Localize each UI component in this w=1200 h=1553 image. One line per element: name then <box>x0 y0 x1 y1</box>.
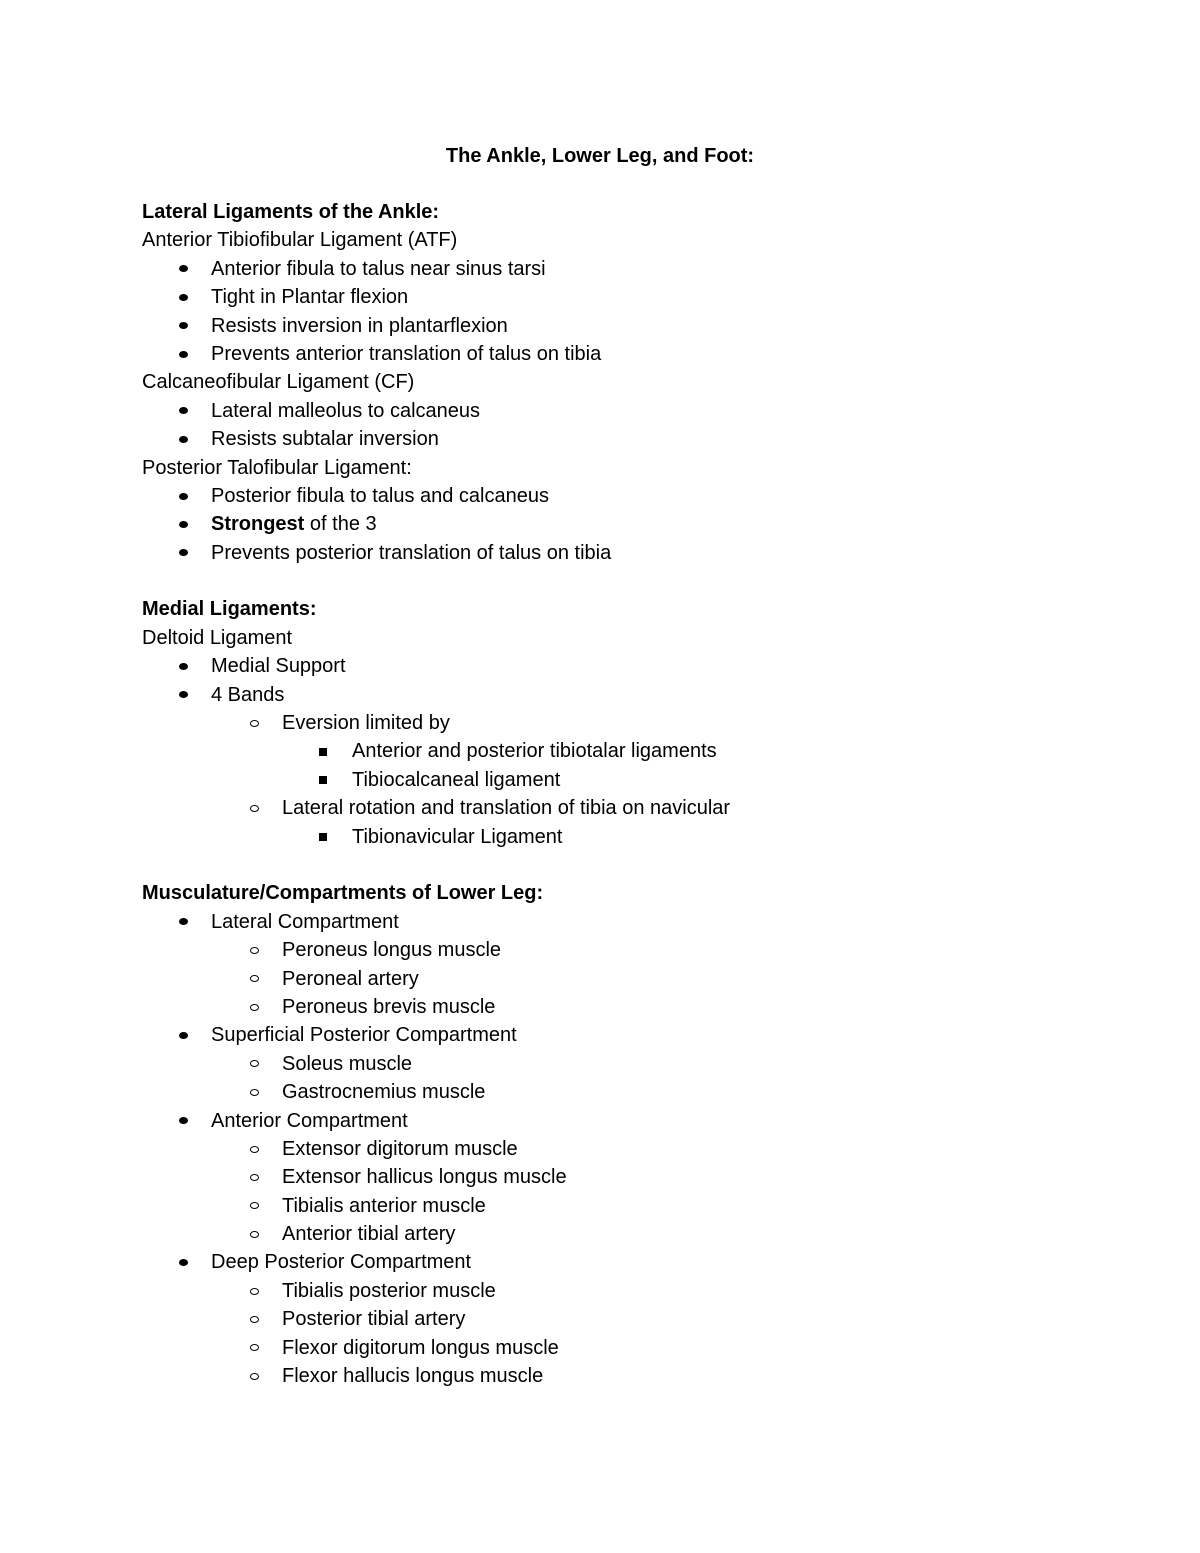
circle-bullet-icon <box>244 1050 264 1078</box>
list-item: Lateral rotation and translation of tibia on navicular <box>142 794 1122 822</box>
list-item: 4 Bands <box>142 681 1122 709</box>
circle-bullet-icon <box>244 1135 264 1163</box>
circle-bullet-icon <box>244 965 264 993</box>
document-body <box>142 198 1122 1390</box>
list-item: Anterior fibula to talus near sinus tarsi <box>142 255 1122 283</box>
spacer <box>142 567 1122 595</box>
disc-bullet-icon <box>173 681 193 709</box>
list-item: Flexor hallucis longus muscle <box>142 1362 1122 1390</box>
list-item: Posterior fibula to talus and calcaneus <box>142 482 1122 510</box>
compartment-item: Deep Posterior Compartment <box>142 1248 1122 1276</box>
disc-bullet-icon <box>173 482 193 510</box>
list-item: Tibialis anterior muscle <box>142 1192 1122 1220</box>
disc-bullet-icon <box>173 340 193 368</box>
list-item: Medial Support <box>142 652 1122 680</box>
list-item: Tibialis posterior muscle <box>142 1277 1122 1305</box>
disc-bullet-icon <box>173 1107 193 1135</box>
list-item: Anterior and posterior tibiotalar ligaments <box>142 737 1122 765</box>
list-item: Eversion limited by <box>142 709 1122 737</box>
compartment-item: Superficial Posterior Compartment <box>142 1021 1122 1049</box>
list-item: Resists subtalar inversion <box>142 425 1122 453</box>
compartment-item: Lateral Compartment <box>142 908 1122 936</box>
list-item: Tight in Plantar flexion <box>142 283 1122 311</box>
list-item: Lateral malleolus to calcaneus <box>142 397 1122 425</box>
ligament-label-atf: Anterior Tibiofibular Ligament (ATF) <box>142 229 458 252</box>
disc-bullet-icon <box>173 1021 193 1049</box>
disc-bullet-icon <box>173 255 193 283</box>
list-item: Gastrocnemius muscle <box>142 1078 1122 1106</box>
disc-bullet-icon <box>173 908 193 936</box>
section-heading-musculature: Musculature/Compartments of Lower Leg: <box>142 882 544 905</box>
disc-bullet-icon <box>173 397 193 425</box>
list-item: Peroneus brevis muscle <box>142 993 1122 1021</box>
strongest-bold: Strongest <box>211 513 305 536</box>
disc-bullet-icon <box>173 425 193 453</box>
list-item: Resists inversion in plantarflexion <box>142 312 1122 340</box>
ligament-label-deltoid: Deltoid Ligament <box>142 626 293 649</box>
circle-bullet-icon <box>244 936 264 964</box>
list-item: Tibiocalcaneal ligament <box>142 766 1122 794</box>
list-item: Prevents anterior translation of talus on tibia <box>142 340 1122 368</box>
ligament-label-ptf: Posterior Talofibular Ligament: <box>142 456 412 479</box>
square-bullet-icon <box>313 823 333 851</box>
page-title: The Ankle, Lower Leg, and Foot: <box>445 145 755 167</box>
circle-bullet-icon <box>244 1362 264 1390</box>
compartment-item: Anterior Compartment <box>142 1107 1122 1135</box>
circle-bullet-icon <box>244 1192 264 1220</box>
disc-bullet-icon <box>173 539 193 567</box>
circle-bullet-icon <box>244 794 264 822</box>
disc-bullet-icon <box>173 283 193 311</box>
circle-bullet-icon <box>244 1078 264 1106</box>
circle-bullet-icon <box>244 1334 264 1362</box>
circle-bullet-icon <box>244 709 264 737</box>
section-heading-medial: Medial Ligaments: <box>142 598 317 621</box>
circle-bullet-icon <box>244 1163 264 1191</box>
circle-bullet-icon <box>244 1220 264 1248</box>
circle-bullet-icon <box>244 1305 264 1333</box>
square-bullet-icon <box>313 737 333 765</box>
section-heading-lateral: Lateral Ligaments of the Ankle: <box>142 201 440 223</box>
disc-bullet-icon <box>173 510 193 538</box>
disc-bullet-icon <box>173 1248 193 1276</box>
list-item: Extensor hallicus longus muscle <box>142 1163 1122 1191</box>
list-item: Anterior tibial artery <box>142 1220 1122 1248</box>
list-item: Extensor digitorum muscle <box>142 1135 1122 1163</box>
spacer <box>142 851 1122 879</box>
disc-bullet-icon <box>173 652 193 680</box>
square-bullet-icon <box>313 766 333 794</box>
list-item: Prevents posterior translation of talus on tibia <box>142 539 1122 567</box>
list-item: Soleus muscle <box>142 1050 1122 1078</box>
disc-bullet-icon <box>173 312 193 340</box>
list-item: Flexor digitorum longus muscle <box>142 1334 1122 1362</box>
list-item: Tibionavicular Ligament <box>142 823 1122 851</box>
circle-bullet-icon <box>244 993 264 1021</box>
list-item: Peroneus longus muscle <box>142 936 1122 964</box>
circle-bullet-icon <box>244 1277 264 1305</box>
list-item: Peroneal artery <box>142 965 1122 993</box>
ligament-label-cf: Calcaneofibular Ligament (CF) <box>142 371 415 394</box>
list-item: Posterior tibial artery <box>142 1305 1122 1333</box>
list-item: Strongest of the 3 <box>142 510 1122 538</box>
